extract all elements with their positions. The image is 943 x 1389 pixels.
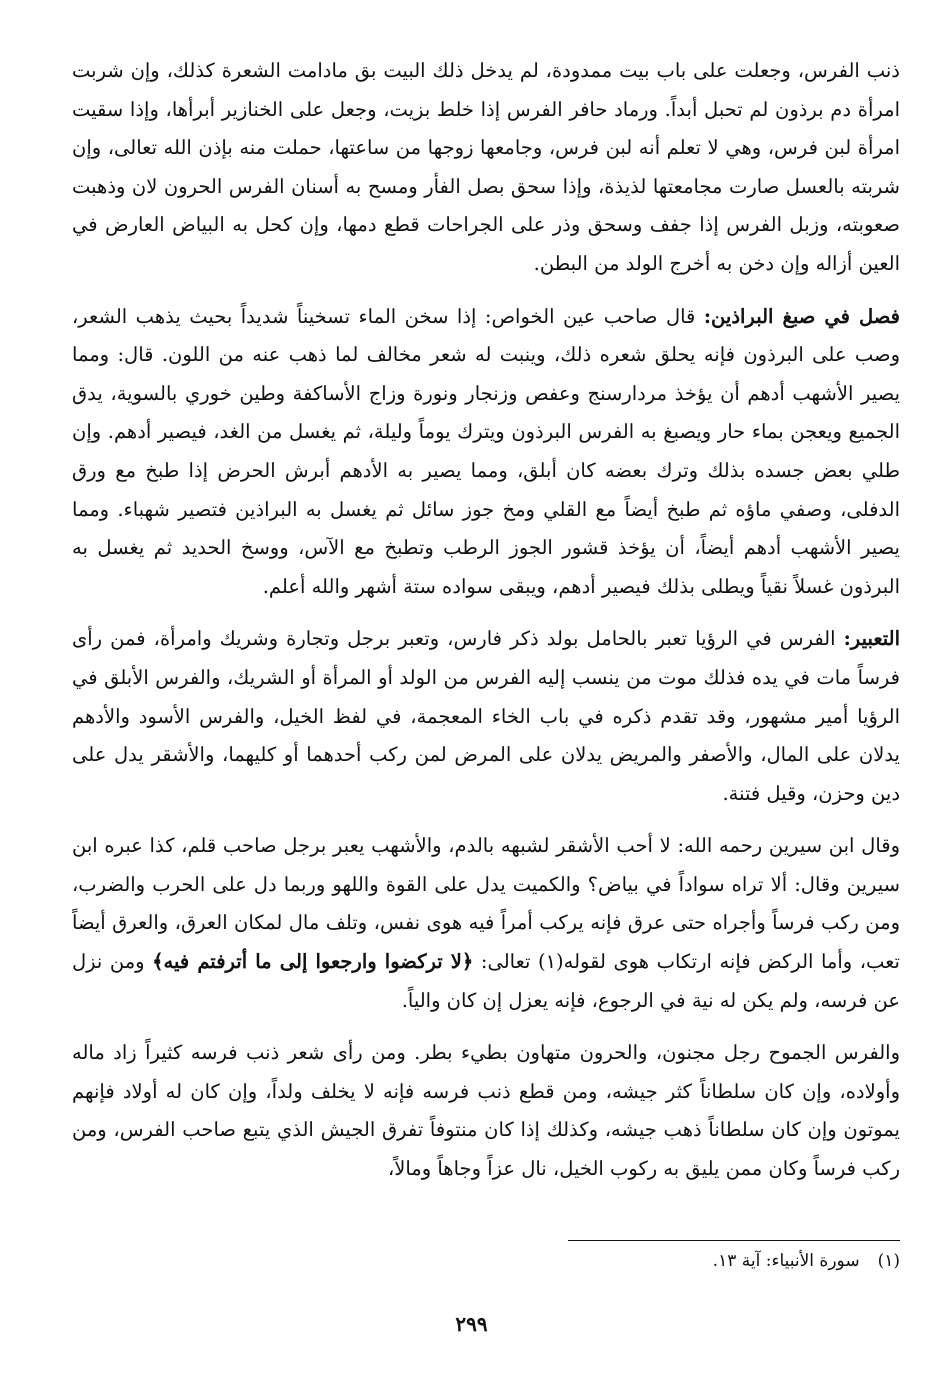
page-number: ٢٩٩	[455, 1312, 488, 1336]
paragraph-2	[72, 298, 900, 607]
paragraph-4-tail: ومن نزل عن فرسه، ولم يكن له نية في الرجوع، فإنه يعزل إن كان والياً.	[72, 950, 900, 1012]
page-body	[72, 52, 900, 1203]
footnote	[300, 1246, 900, 1276]
paragraph-1-text: ذنب الفرس، وجعلت على باب بيت ممدودة، لم يدخل ذلك البيت بق مادامت الشعرة كذلك، وإن شربت امرأة دم برذون لم تحبل أبداً. ورماد حافر الفرس إذا خلط بزيت، وجعل على الخنازير أبرأها، وإذا سقيت امرأة لبن فرس، وهي لا تعلم أنه لبن فرس، وجامعها زوجها من ساعتها، حملت منه بإذن الله تعالى، وإن شربته بالعسل صارت مجامعتها لذيذة، وإذا سحق بصل الفأر ومسح به أسنان الفرس الحرون لان وذهبت صعوبته، وزبل الفرس إذا جفف وسحق وذر على الجراحات قطع دمها، وإن كحل به البياض العارض في العين أزاله وإن دخن به أخرج الولد من البطن.	[72, 59, 900, 275]
paragraph-4-text: وقال ابن سيرين رحمه الله: لا أحب الأشقر لشبهه بالدم، والأشهب يعبر برجل صاحب قلم، كذا عبره ابن سيرين وقال: ألا تراه سواداً في بياض؟ والكميت يدل على القوة واللهو وربما دل على الحرب والضرب، ومن ركب فرساً وأجراه حتى عرق فإنه يركب أمراً فيه هوى نفس، وتلف مال لمكان العرق، والعرق أيضاً تعب، وأما الركض فإنه ارتكاب هوى لقوله(١) تعالى:	[72, 834, 900, 974]
footnote-divider	[568, 1240, 900, 1241]
paragraph-5	[72, 1034, 900, 1188]
section-heading-interpretation: التعبير:	[843, 627, 900, 651]
paragraph-3-text: الفرس في الرؤيا تعبر بالحامل بولد ذكر فارس، وتعبر برجل وتجارة وشريك وامرأة، فمن رأى فرساً مات في يده فذلك موت من ينسب إليه الفرس من الولد أو المرأة أو الشريك، والفرس الأبلق في الرؤيا أمير مشهور، وقد تقدم ذكره في باب الخاء المعجمة، في لفظ الخيل، والفرس الأسود والأدهم يدلان على المال، والأصفر والمريض يدلان على المرض لمن ركب أحدهما أو كليهما، والأشقر يدل على دين وحزن، وقيل فتنة.	[72, 627, 900, 805]
paragraph-4	[72, 827, 900, 1020]
quran-verse: ﴿لا تركضوا وارجعوا إلى ما أترفتم فيه﴾	[152, 950, 474, 974]
footnote-number: (١)	[877, 1251, 900, 1271]
paragraph-3	[72, 620, 900, 813]
paragraph-2-text: قال صاحب عين الخواص: إذا سخن الماء تسخيناً شديداً بحيث يذهب الشعر، وصب على البرذون فإنه يحلق شعره ذلك، وينبت له شعر مخالف لما ذهب عنه من اللون. قال: ومما يصير الأشهب أدهم أن يؤخذ مردارسنج وعفص وزنجار ونورة وزاج الأساكفة وطين خوري بالسوية، يدق الجميع ويعجن بماء حار ويصبغ به الفرس البرذون ويترك يوماً وليلة، ثم يغسل من الغد، فيصير أدهم. وإن طلي بعض جسده بذلك وترك بعضه كان أبلق، ومما يصير به الأدهم أبرش الحرض إذا طبخ مع ورق الدفلى، وصفي ماؤه ثم طبخ أيضاً مع القلي ومخ جوز سائل ثم يغسل به البراذين فتصير شهباء. ومما يصير الأشهب أدهم أيضاً، أن يؤخذ قشور الجوز الرطب وتطبخ مع الآس، ووسخ الحديد ثم يغسل به البرذون غسلاً نقياً ويطلى بذلك فيصير أدهم، ويبقى سواده ستة أشهر والله أعلم.	[72, 304, 900, 598]
paragraph-1	[72, 52, 900, 284]
section-heading-dyeing: فصل في صبغ البراذين:	[703, 304, 901, 328]
paragraph-5-text: والفرس الجموح رجل مجنون، والحرون متهاون بطيء بطر. ومن رأى شعر ذنب فرسه كثيراً زاد ماله وأولاده، وإن كان سلطاناً كثر جيشه، ومن قطع ذنب فرسه فإنه لا يخلف ولداً، وإن كان له أولاد فإنهم يموتون وإن كان سلطاناً ذهب جيشه، وكذلك إذا كان منتوفاً تفرق الجيش الذي يتبع صاحب الفرس، ومن ركب فرساً وكان ممن يليق به ركوب الخيل، نال عزاً وجاهاً ومالاً،	[72, 1041, 900, 1181]
footnote-text: سورة الأنبياء: آية ١٣.	[712, 1251, 860, 1271]
